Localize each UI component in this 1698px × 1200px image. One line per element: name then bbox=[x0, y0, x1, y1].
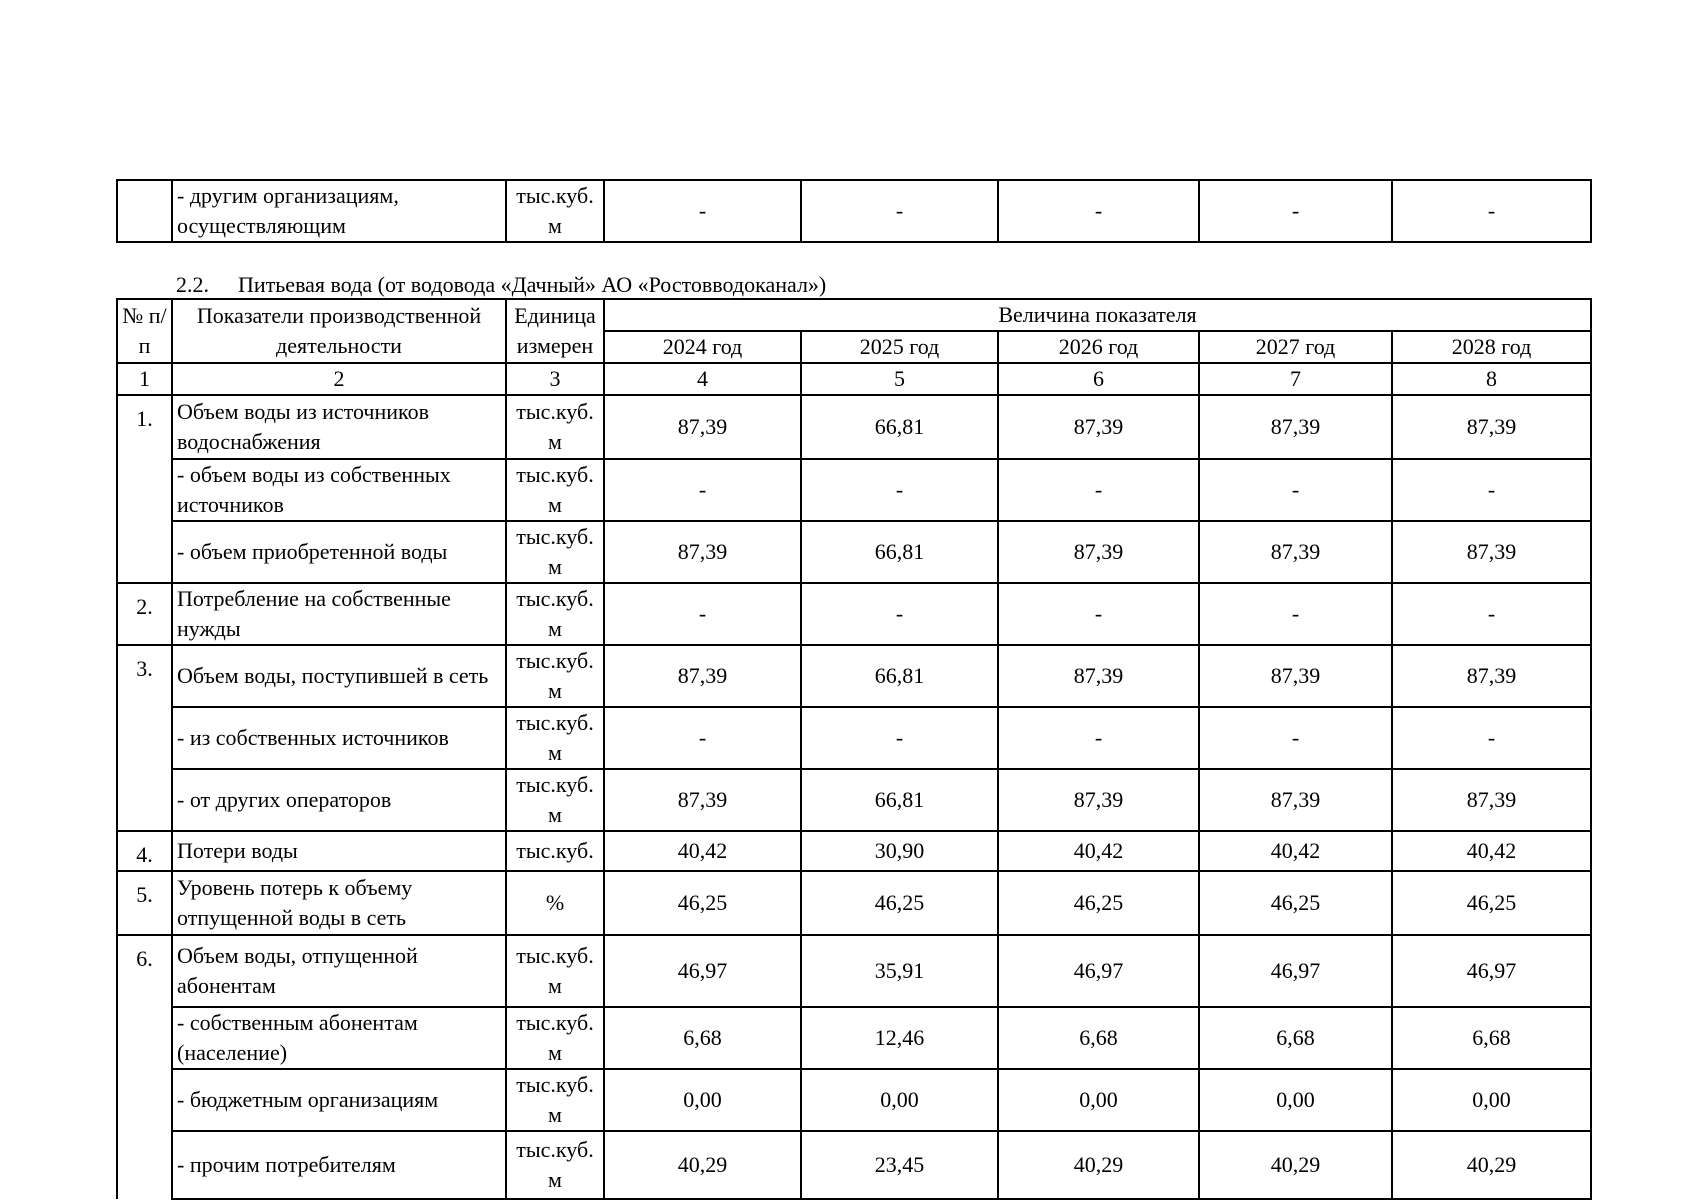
continuation-table bbox=[116, 179, 1592, 243]
row-number: 1. bbox=[117, 395, 172, 583]
row-number: 3. bbox=[117, 645, 172, 831]
value-cell: 40,29 bbox=[604, 1131, 801, 1199]
table-row bbox=[117, 871, 1591, 935]
value-cell: 40,42 bbox=[1392, 831, 1591, 871]
value-cell: - bbox=[801, 180, 998, 242]
value-cell: 66,81 bbox=[801, 521, 998, 583]
value-cell: 46,25 bbox=[604, 871, 801, 935]
header-no: № п/п bbox=[117, 299, 172, 363]
value-cell: 87,39 bbox=[1392, 645, 1591, 707]
value-cell: 46,25 bbox=[801, 871, 998, 935]
table-row bbox=[117, 935, 1591, 1007]
table-row bbox=[117, 707, 1591, 769]
value-cell: 12,46 bbox=[801, 1007, 998, 1069]
row-unit: тыс.куб. м bbox=[506, 645, 604, 707]
table-row bbox=[117, 769, 1591, 831]
value-cell: 0,00 bbox=[1392, 1069, 1591, 1131]
table-row bbox=[117, 831, 1591, 871]
column-number: 6 bbox=[998, 363, 1199, 395]
header-year: 2025 год bbox=[801, 331, 998, 363]
table-row bbox=[117, 521, 1591, 583]
value-cell: 40,42 bbox=[998, 831, 1199, 871]
value-cell: - bbox=[801, 459, 998, 521]
value-cell: - bbox=[1199, 459, 1392, 521]
value-cell: 0,00 bbox=[998, 1069, 1199, 1131]
value-cell: 87,39 bbox=[998, 769, 1199, 831]
column-numbers-row bbox=[117, 363, 1591, 395]
row-unit: % bbox=[506, 871, 604, 935]
value-cell: 46,25 bbox=[1199, 871, 1392, 935]
value-cell: 87,39 bbox=[998, 521, 1199, 583]
row-unit: тыс.куб. м bbox=[506, 769, 604, 831]
value-cell: 46,97 bbox=[604, 935, 801, 1007]
row-unit: тыс.куб. м bbox=[506, 521, 604, 583]
value-cell: 40,29 bbox=[998, 1131, 1199, 1199]
row-unit: тыс.куб. м bbox=[506, 1131, 604, 1199]
value-cell: 66,81 bbox=[801, 645, 998, 707]
value-cell: - bbox=[1392, 180, 1591, 242]
value-cell: 0,00 bbox=[604, 1069, 801, 1131]
value-cell: - bbox=[998, 180, 1199, 242]
row-label: Объем воды, отпущенной абонентам bbox=[172, 935, 506, 1007]
value-cell: 46,97 bbox=[1392, 935, 1591, 1007]
value-cell: 87,39 bbox=[1199, 521, 1392, 583]
header-year: 2027 год bbox=[1199, 331, 1392, 363]
value-cell: 66,81 bbox=[801, 769, 998, 831]
value-cell: - bbox=[1199, 583, 1392, 645]
section-caption bbox=[176, 270, 826, 300]
column-number: 8 bbox=[1392, 363, 1591, 395]
column-number: 2 bbox=[172, 363, 506, 395]
column-number: 1 bbox=[117, 363, 172, 395]
header-unit: Единица измерен bbox=[506, 299, 604, 363]
value-cell: - bbox=[801, 583, 998, 645]
value-cell: 23,45 bbox=[801, 1131, 998, 1199]
value-cell: - bbox=[1392, 583, 1591, 645]
row-unit: тыс.куб. м bbox=[506, 1069, 604, 1131]
value-cell: 87,39 bbox=[1392, 521, 1591, 583]
row-label: Потребление на собственные нужды bbox=[172, 583, 506, 645]
header-year: 2028 год bbox=[1392, 331, 1591, 363]
section-number: 2.2. bbox=[176, 272, 209, 297]
row-label: Потери воды bbox=[172, 831, 506, 871]
value-cell: 87,39 bbox=[1199, 395, 1392, 459]
row-label: - другим организациям, осуществляющим bbox=[172, 180, 506, 242]
table-row bbox=[117, 1069, 1591, 1131]
value-cell: 87,39 bbox=[1392, 395, 1591, 459]
value-cell: 46,97 bbox=[998, 935, 1199, 1007]
row-label: - прочим потребителям bbox=[172, 1131, 506, 1199]
table-row bbox=[117, 645, 1591, 707]
value-cell: 66,81 bbox=[801, 395, 998, 459]
value-cell: 0,00 bbox=[801, 1069, 998, 1131]
value-cell: - bbox=[998, 707, 1199, 769]
row-unit: тыс.куб. м bbox=[506, 395, 604, 459]
header-indicator: Показатели производственной деятельности bbox=[172, 299, 506, 363]
value-cell: 46,25 bbox=[998, 871, 1199, 935]
value-cell: 6,68 bbox=[604, 1007, 801, 1069]
value-cell: - bbox=[604, 583, 801, 645]
value-cell: 87,39 bbox=[1199, 645, 1392, 707]
value-cell: 35,91 bbox=[801, 935, 998, 1007]
row-label: Объем воды, поступившей в сеть bbox=[172, 645, 506, 707]
row-label: - от других операторов bbox=[172, 769, 506, 831]
row-label: Объем воды из источников водоснабжения bbox=[172, 395, 506, 459]
value-cell: 46,25 bbox=[1392, 871, 1591, 935]
column-number: 4 bbox=[604, 363, 801, 395]
value-cell: - bbox=[604, 707, 801, 769]
row-unit: тыс.куб. м bbox=[506, 1007, 604, 1069]
value-cell: 87,39 bbox=[998, 395, 1199, 459]
row-unit: тыс.куб. м bbox=[506, 459, 604, 521]
value-cell: 87,39 bbox=[604, 521, 801, 583]
value-cell: 87,39 bbox=[1392, 769, 1591, 831]
row-label: Уровень потерь к объему отпущенной воды в сеть bbox=[172, 871, 506, 935]
row-unit: тыс.куб. м bbox=[506, 935, 604, 1007]
table-row bbox=[117, 1007, 1591, 1069]
value-cell: - bbox=[604, 180, 801, 242]
column-number: 7 bbox=[1199, 363, 1392, 395]
table-row bbox=[117, 395, 1591, 459]
value-cell: 46,97 bbox=[1199, 935, 1392, 1007]
row-label: - собственным абонентам (население) bbox=[172, 1007, 506, 1069]
value-cell: 40,42 bbox=[1199, 831, 1392, 871]
table-row bbox=[117, 459, 1591, 521]
value-cell: 6,68 bbox=[998, 1007, 1199, 1069]
value-cell: 30,90 bbox=[801, 831, 998, 871]
row-number: 4. bbox=[117, 831, 172, 871]
value-cell: 87,39 bbox=[1199, 769, 1392, 831]
row-unit: тыс.куб. м bbox=[506, 583, 604, 645]
row-unit: тыс.куб. bbox=[506, 831, 604, 871]
column-number: 3 bbox=[506, 363, 604, 395]
header-year: 2024 год bbox=[604, 331, 801, 363]
row-label: - из собственных источников bbox=[172, 707, 506, 769]
row-unit: тыс.куб. м bbox=[506, 180, 604, 242]
row-label: - объем воды из собственных источников bbox=[172, 459, 506, 521]
value-cell: 40,29 bbox=[1392, 1131, 1591, 1199]
value-cell: - bbox=[998, 583, 1199, 645]
table-row bbox=[117, 583, 1591, 645]
value-cell: 87,39 bbox=[998, 645, 1199, 707]
value-cell: - bbox=[998, 459, 1199, 521]
value-cell: 0,00 bbox=[1199, 1069, 1392, 1131]
indicators-table bbox=[116, 298, 1592, 1200]
value-cell: - bbox=[1392, 707, 1591, 769]
row-number: 5. bbox=[117, 871, 172, 935]
value-cell: 6,68 bbox=[1199, 1007, 1392, 1069]
row-number: 2. bbox=[117, 583, 172, 645]
value-cell: 6,68 bbox=[1392, 1007, 1591, 1069]
row-label: - бюджетным организациям bbox=[172, 1069, 506, 1131]
column-number: 5 bbox=[801, 363, 998, 395]
row-number-cell bbox=[117, 180, 172, 242]
row-unit: тыс.куб. м bbox=[506, 707, 604, 769]
value-cell: - bbox=[604, 459, 801, 521]
value-cell: 87,39 bbox=[604, 395, 801, 459]
value-cell: 87,39 bbox=[604, 769, 801, 831]
header-year: 2026 год bbox=[998, 331, 1199, 363]
table-row bbox=[117, 180, 1591, 242]
header-value-group: Величина показателя bbox=[604, 299, 1591, 331]
value-cell: 40,42 bbox=[604, 831, 801, 871]
value-cell: - bbox=[1199, 707, 1392, 769]
value-cell: - bbox=[1392, 459, 1591, 521]
header-row bbox=[117, 299, 1591, 331]
row-number: 6. bbox=[117, 935, 172, 1199]
value-cell: 87,39 bbox=[604, 645, 801, 707]
value-cell: - bbox=[801, 707, 998, 769]
row-label: - объем приобретенной воды bbox=[172, 521, 506, 583]
value-cell: 40,29 bbox=[1199, 1131, 1392, 1199]
section-title: Питьевая вода (от водовода «Дачный» АО «Ростовводоканал») bbox=[238, 272, 827, 297]
value-cell: - bbox=[1199, 180, 1392, 242]
table-row bbox=[117, 1131, 1591, 1199]
